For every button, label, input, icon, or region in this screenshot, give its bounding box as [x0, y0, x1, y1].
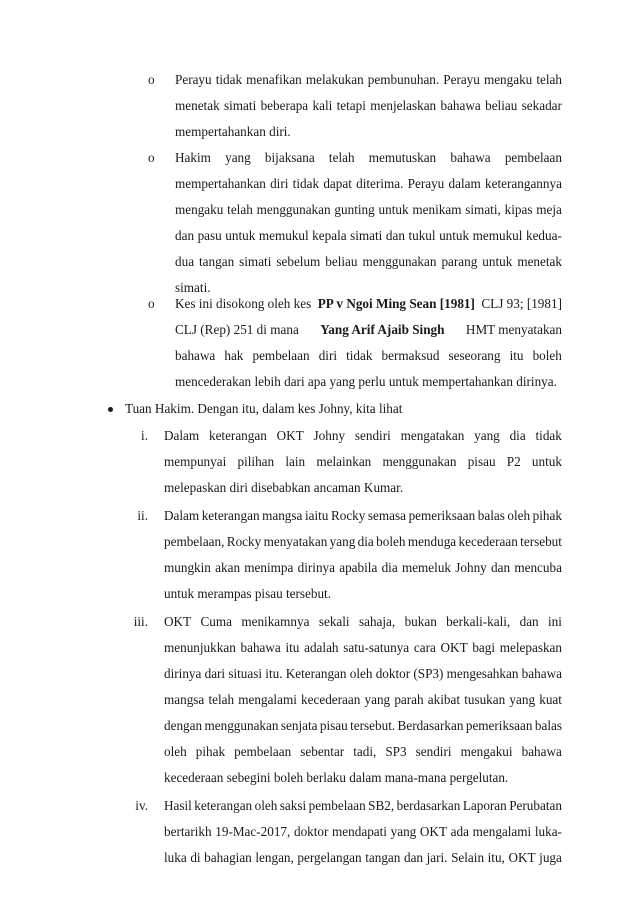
paragraph-line: simati.	[175, 280, 211, 295]
sub-bullet-marker: o	[148, 72, 155, 87]
paragraph-line: menunjukkan bahawa itu adalah satu-satunya cara OKT bagi melepaskan	[164, 640, 562, 655]
paragraph-line: Hasil keterangan oleh saksi pembelaan SB2, berdasarkan Laporan Perubatan	[164, 798, 562, 813]
paragraph-line: mempunyai pilihan lain melainkan menggunakan pisau P2 untuk	[164, 454, 562, 469]
paragraph-line: Perayu tidak menafikan melakukan pembunuhan. Perayu mengaku telah	[175, 72, 562, 87]
bullet-icon	[108, 407, 113, 412]
sub-bullet-marker: o	[148, 296, 155, 311]
paragraph-line: menetak simati beberapa kali tetapi menjelaskan bahawa beliau sekadar	[175, 98, 562, 113]
paragraph-line: dirinya dari situasi itu. Keterangan oleh doktor (SP3) mengesahkan bahawa	[164, 666, 562, 681]
roman-numeral: iii.	[133, 614, 148, 629]
paragraph-line: dan pasu untuk memukul kepala simati dan tukul untuk memukul kedua-	[175, 228, 562, 243]
paragraph-line: pembelaan, Rocky menyatakan yang dia boleh menduga kecederaan tersebut	[164, 534, 562, 549]
paragraph-line: mungkin akan menimpa dirinya apabila dia memeluk Johny dan mencuba	[164, 560, 562, 575]
paragraph-line: mangsa telah mengalami kecederaan yang parah akibat tusukan yang kuat	[164, 692, 562, 707]
paragraph-line: mengaku telah menggunakan gunting untuk menikam simati, kipas meja	[175, 202, 562, 217]
paragraph-line: Dalam keterangan OKT Johny sendiri mengatakan yang dia tidak	[164, 428, 562, 443]
paragraph-line: mencederakan lebih dari apa yang perlu untuk mempertahankan dirinya.	[175, 374, 557, 389]
paragraph-line: dua tangan simati sebelum beliau menggunakan parang untuk menetak	[175, 254, 562, 269]
text-run: CLJ (Rep) 251 di mana	[175, 322, 299, 337]
paragraph-line: bahawa hak pembelaan diri tidak bermaksud seseorang itu boleh	[175, 348, 562, 363]
paragraph-line: Hakim yang bijaksana telah memutuskan bahawa pembelaan	[175, 150, 562, 165]
paragraph-line: oleh pihak pembelaan sebentar tadi, SP3 sendiri mengakui bahawa	[164, 744, 562, 759]
roman-numeral: iv.	[135, 798, 148, 813]
paragraph-line: melepaskan diri disebabkan ancaman Kumar.	[164, 480, 404, 495]
paragraph-line: luka di bahagian lengan, pergelangan tangan dan jari. Selain itu, OKT juga	[164, 850, 562, 865]
paragraph-line	[175, 296, 562, 312]
paragraph-line: dengan menggunakan senjata pisau tersebut. Berdasarkan pemeriksaan balas	[164, 718, 562, 733]
paragraph-line: Dalam keterangan mangsa iaitu Rocky semasa pemeriksaan balas oleh pihak	[164, 508, 562, 523]
judge-name: Yang Arif Ajaib Singh	[320, 322, 445, 337]
sub-bullet-marker: o	[148, 150, 155, 165]
text-run: Kes ini disokong oleh kes	[175, 296, 312, 311]
roman-numeral: ii.	[137, 508, 148, 523]
text-run: CLJ 93; [1981]	[481, 296, 562, 311]
paragraph-line: untuk merampas pisau tersebut.	[164, 586, 332, 601]
paragraph-line: bertarikh 19-Mac-2017, doktor mendapati yang OKT ada mengalami luka-	[164, 824, 562, 839]
paragraph-line: mempertahankan diri.	[175, 124, 291, 139]
roman-numeral: i.	[141, 428, 148, 443]
main-bullet-text: Tuan Hakim. Dengan itu, dalam kes Johny, kita lihat	[125, 401, 403, 416]
text-run: HMT menyatakan	[465, 322, 562, 337]
paragraph-line: OKT Cuma menikamnya sekali sahaja, bukan berkali-kali, dan ini	[164, 614, 562, 629]
paragraph-line: kecederaan sebegini boleh berlaku dalam mana-mana pergelutan.	[164, 770, 509, 785]
case-name: PP v Ngoi Ming Sean [1981]	[317, 296, 475, 311]
paragraph-line	[175, 322, 562, 338]
paragraph-line: mempertahankan diri tidak dapat diterima. Perayu dalam keterangannya	[175, 176, 562, 191]
